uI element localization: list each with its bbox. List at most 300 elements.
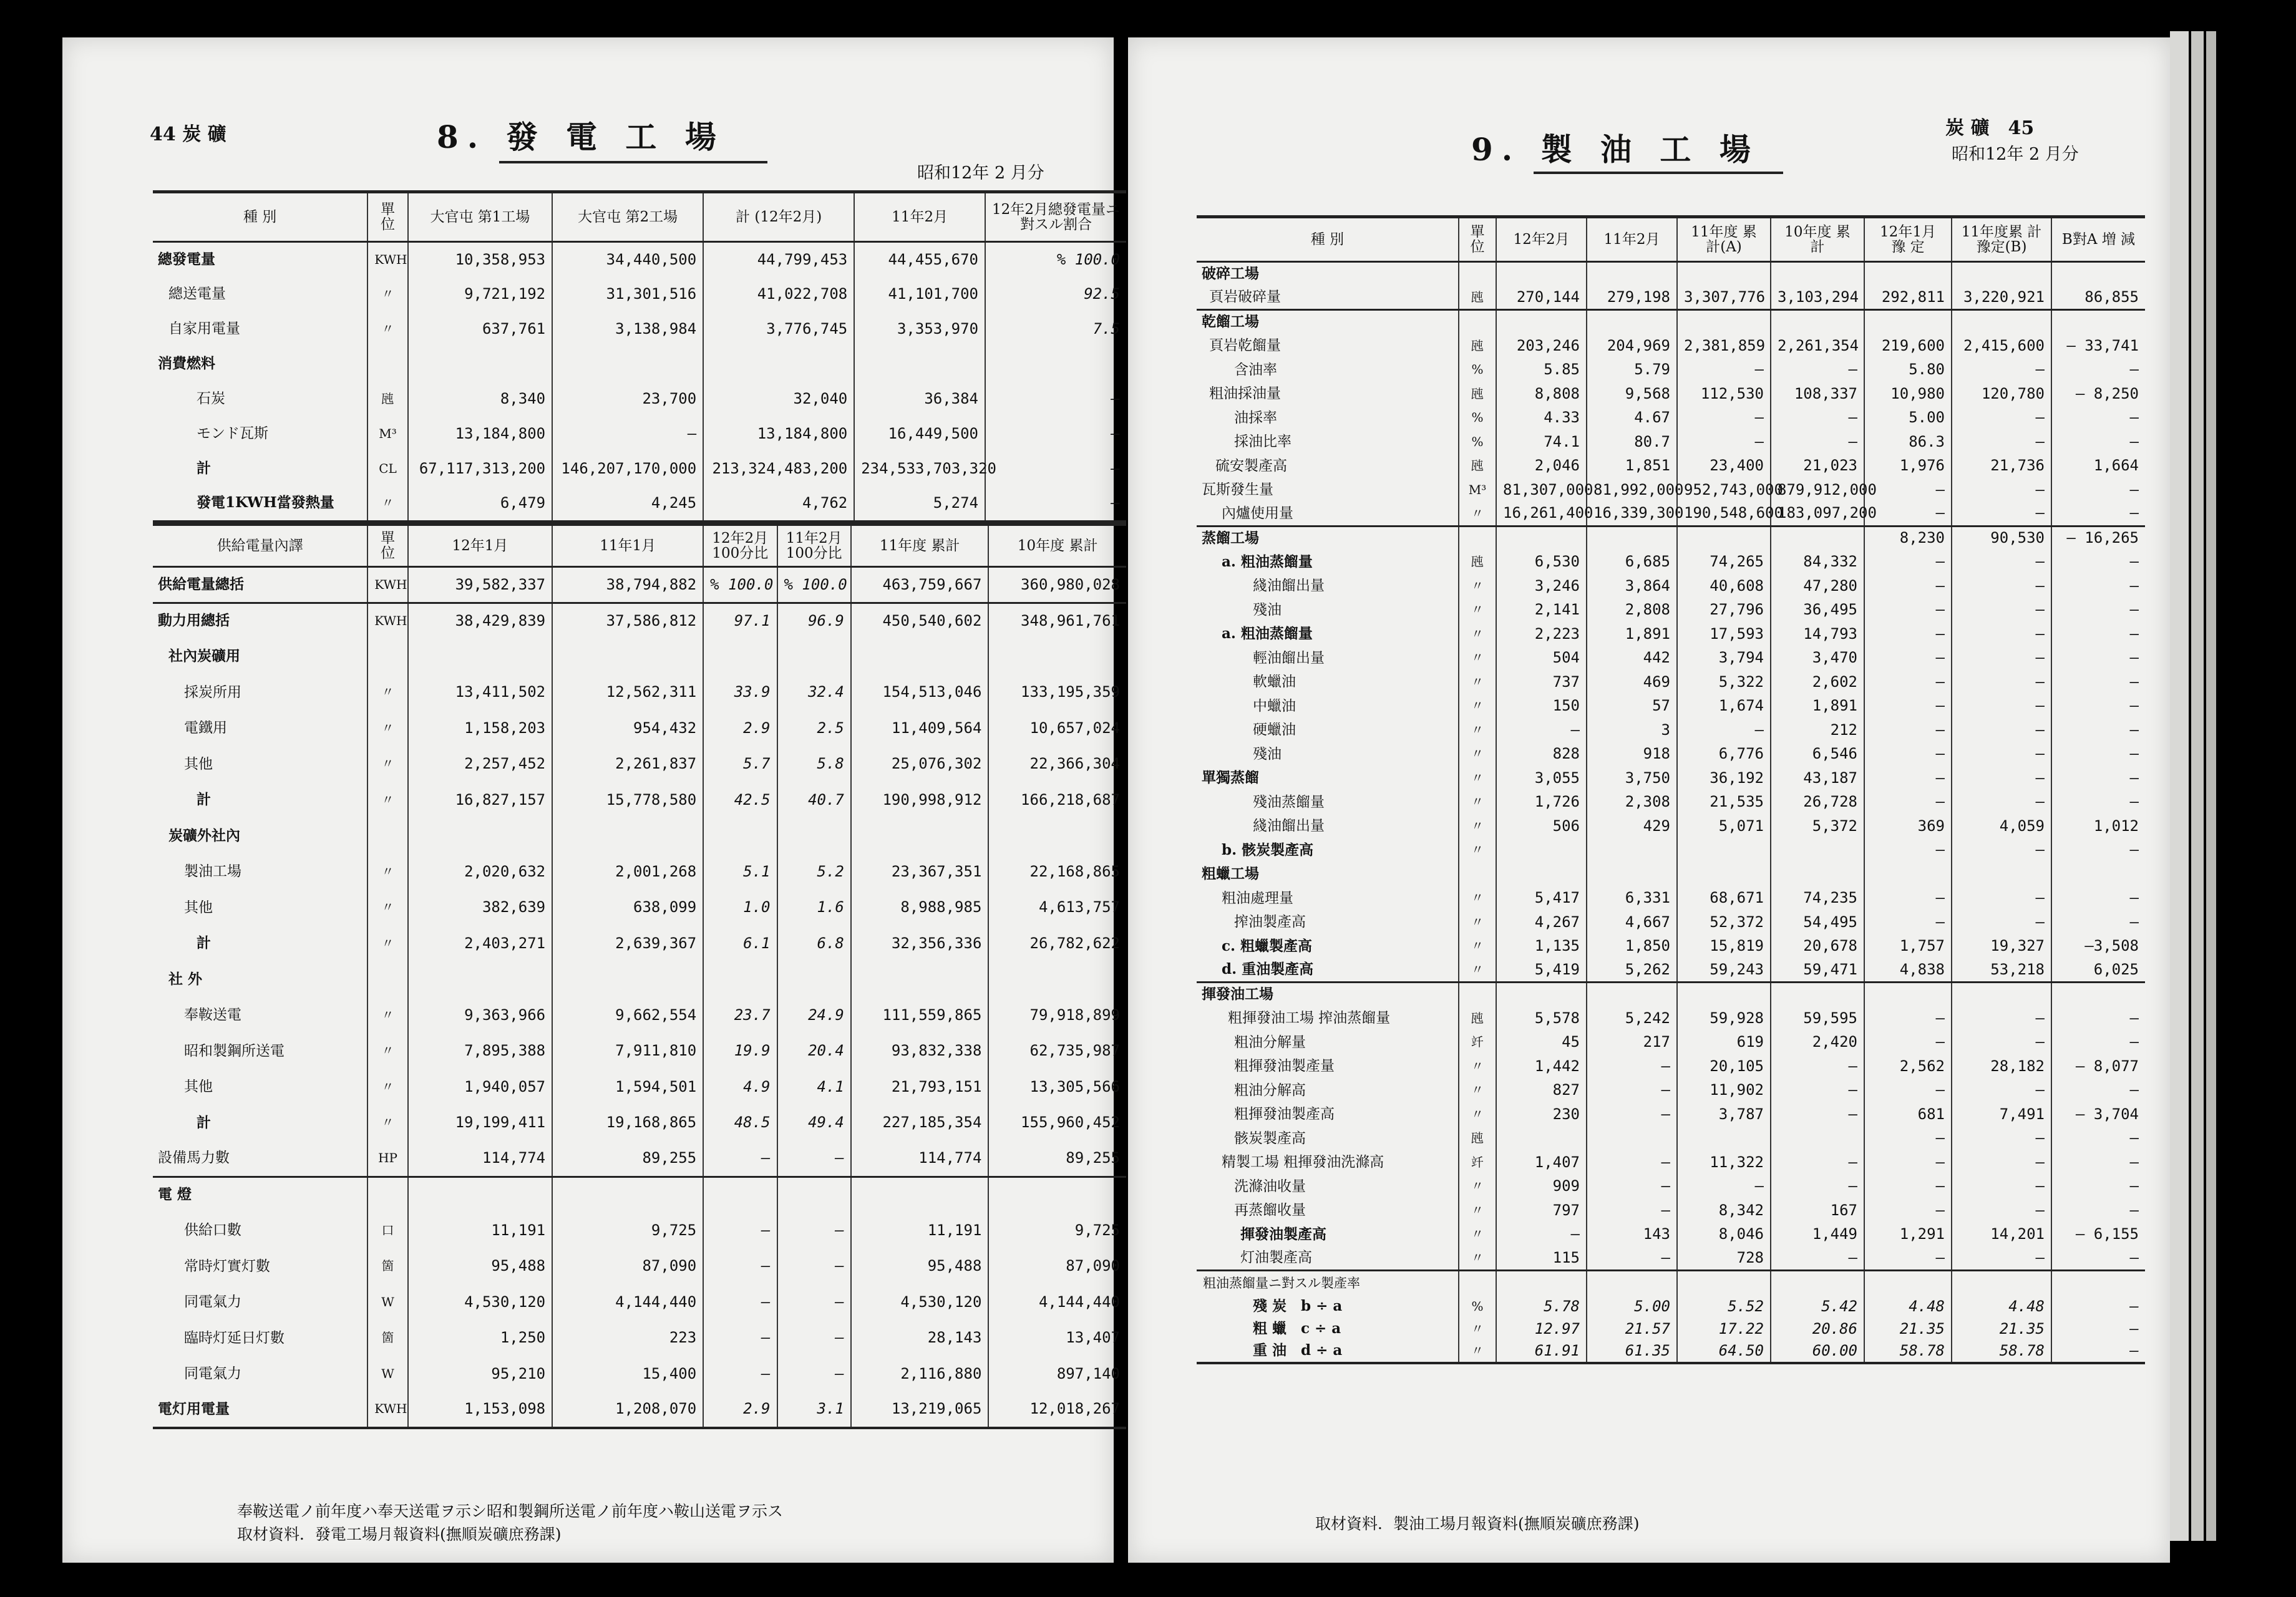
value-cell: 15,778,580 (552, 782, 703, 818)
row-label: 殘油蒸餾量 (1253, 794, 1325, 810)
value-cell: 6,331 (1587, 886, 1677, 911)
value-cell: 3 (1587, 718, 1677, 742)
value-cell (1587, 310, 1677, 334)
unit-cell: 〃 (1459, 670, 1496, 694)
value-cell: — (1771, 1054, 1864, 1079)
table-row (153, 926, 1126, 962)
value-cell: 1,449 (1771, 1223, 1864, 1247)
value-cell: 5.8 (777, 746, 851, 782)
value-cell (2051, 262, 2145, 286)
value-cell: 146,207,170,000 (552, 452, 703, 487)
value-cell (854, 347, 985, 382)
column-header: 12年1月 豫 定 (1864, 217, 1952, 262)
value-cell: — (1952, 502, 2051, 527)
value-cell: 4.67 (1587, 406, 1677, 430)
table-row (153, 1248, 1126, 1284)
value-cell: 2,403,271 (408, 926, 552, 962)
value-cell: — (1952, 646, 2051, 671)
table-row (1197, 478, 2145, 502)
value-cell: — (2051, 622, 2145, 646)
value-cell (408, 639, 552, 675)
row-label: 自家用電量 (168, 321, 240, 337)
value-cell: 86.3 (1864, 430, 1952, 454)
value-cell: 97.1 (703, 603, 777, 639)
value-cell (1677, 862, 1771, 886)
value-cell: 1,674 (1677, 694, 1771, 719)
value-cell (1587, 983, 1677, 1007)
value-cell: 68,671 (1677, 886, 1771, 911)
value-cell: 3,794 (1677, 646, 1771, 671)
value-cell: 360,980,028 (988, 567, 1126, 603)
value-cell: 114,774 (851, 1141, 989, 1177)
unit-cell: 〃 (367, 1105, 408, 1141)
unit-cell (1459, 262, 1496, 286)
value-cell: 5.7 (703, 746, 777, 782)
value-cell: 2,261,837 (552, 746, 703, 782)
table-row (1197, 670, 2145, 694)
value-cell: — (1864, 694, 1952, 719)
unit-cell: 〃 (1459, 910, 1496, 934)
value-cell: 20,678 (1771, 934, 1864, 959)
value-cell: 9,725 (552, 1213, 703, 1249)
value-cell: 2,420 (1771, 1031, 1864, 1055)
value-cell: — (1864, 598, 1952, 623)
value-cell (1864, 862, 1952, 886)
value-cell: 89,255 (988, 1141, 1126, 1177)
row-label: 粗揮發油製產高 (1234, 1106, 1335, 1123)
empty-cell (2051, 1271, 2145, 1296)
table-row (153, 452, 1126, 487)
unit-cell: 竏 (1459, 1150, 1496, 1175)
value-cell: 36,192 (1677, 766, 1771, 790)
value-cell: — (2051, 1031, 2145, 1055)
value-cell: — (1952, 670, 2051, 694)
value-cell: 32,356,336 (851, 926, 989, 962)
row-label: 乾餾工場 (1197, 310, 1459, 334)
value-cell (1771, 862, 1864, 886)
value-cell: 230 (1496, 1102, 1587, 1127)
value-cell: 1,291 (1864, 1223, 1952, 1247)
value-cell: 59,243 (1677, 958, 1771, 983)
page-edge (2191, 31, 2204, 1541)
unit-cell: 口 (367, 1213, 408, 1249)
unit-cell: 〃 (367, 1069, 408, 1105)
value-cell (552, 961, 703, 998)
row-label: 單獨蒸餾 (1202, 769, 1259, 787)
value-cell: 728 (1677, 1246, 1771, 1271)
value-cell: — (1952, 886, 2051, 911)
value-cell: 112,530 (1677, 382, 1771, 406)
unit-cell (367, 347, 408, 382)
value-cell: 3,055 (1496, 766, 1587, 790)
value-cell: — (703, 1248, 777, 1284)
table-row (153, 1141, 1126, 1177)
value-cell: 827 (1496, 1079, 1587, 1103)
value-cell: 3,787 (1677, 1102, 1771, 1127)
value-cell: 10,980 (1864, 382, 1952, 406)
row-label: 臨時灯延日灯數 (184, 1329, 285, 1346)
value-cell (1677, 310, 1771, 334)
value-cell: 38,794,882 (552, 567, 703, 603)
value-cell: — (1771, 406, 1864, 430)
value-cell: 28,143 (851, 1320, 989, 1356)
value-cell: 41,022,708 (703, 277, 854, 312)
value-cell: — (2051, 1341, 2145, 1363)
value-cell: 13,219,065 (851, 1392, 989, 1428)
row-label: 其他 (184, 899, 213, 916)
value-cell: 5,242 (1587, 1006, 1677, 1031)
unit-cell: 〃 (1459, 934, 1496, 959)
table-row (153, 890, 1126, 926)
column-header: 種 別 (1310, 231, 1345, 248)
value-cell: — (2051, 670, 2145, 694)
value-cell: — 8,077 (2051, 1054, 2145, 1079)
unit-cell: % (1459, 430, 1496, 454)
empty-cell (1459, 1271, 1496, 1296)
value-cell: 7,911,810 (552, 1033, 703, 1069)
value-cell: 4,245 (552, 487, 703, 522)
value-cell: — (2051, 838, 2145, 863)
value-cell: — (985, 452, 1126, 487)
table-row (1197, 1031, 2145, 1055)
value-cell: 16,261,400 (1496, 502, 1587, 527)
value-cell (1952, 862, 2051, 886)
row-label: 綫油餾出量 (1253, 818, 1325, 835)
table-row (1197, 958, 2145, 983)
value-cell (1864, 262, 1952, 286)
value-cell: 10,657,024 (988, 711, 1126, 747)
value-cell: 3,750 (1587, 766, 1677, 790)
unit-cell: 〃 (1459, 1079, 1496, 1103)
value-cell: 22,366,304 (988, 746, 1126, 782)
value-cell: 3,776,745 (703, 312, 854, 347)
value-cell: 9,721,192 (408, 277, 552, 312)
value-cell: 39,582,337 (408, 567, 552, 603)
column-header: 11年度 累計(A) (1677, 217, 1771, 262)
value-cell: 619 (1677, 1031, 1771, 1055)
value-cell: 44,455,670 (854, 242, 985, 277)
value-cell: — (1864, 790, 1952, 815)
row-label: 粗油處理量 (1222, 890, 1293, 906)
row-label: 同電氣力 (184, 1294, 241, 1311)
row-label: 硬蠟油 (1253, 722, 1296, 739)
table-row (1197, 1223, 2145, 1247)
unit-cell: 瓲 (1459, 454, 1496, 478)
column-header: 11年度 累計 (851, 525, 989, 567)
value-cell (703, 347, 854, 382)
value-cell: 9,568 (1587, 382, 1677, 406)
unit-cell: 〃 (1459, 694, 1496, 719)
value-cell: 1,726 (1496, 790, 1587, 815)
table-row (1197, 526, 2145, 550)
value-cell: 23.7 (703, 998, 777, 1034)
row-label: 電鐵用 (184, 720, 227, 737)
value-cell: 6,685 (1587, 550, 1677, 575)
unit-cell: 〃 (367, 746, 408, 782)
unit-cell: % (1459, 406, 1496, 430)
row-label: 總發電量 (158, 251, 215, 268)
value-cell: 120,780 (1952, 382, 2051, 406)
value-cell: 1,757 (1864, 934, 1952, 959)
value-cell: 89,255 (552, 1141, 703, 1177)
unit-cell: 〃 (367, 711, 408, 747)
table-row (1197, 574, 2145, 598)
value-cell: 95,488 (408, 1248, 552, 1284)
value-cell: — (1771, 430, 1864, 454)
value-cell (408, 961, 552, 998)
value-cell: 24.9 (777, 998, 851, 1034)
value-cell (703, 961, 777, 998)
value-cell (1677, 983, 1771, 1007)
value-cell: 5,274 (854, 487, 985, 522)
table-row (153, 998, 1126, 1034)
value-cell: — (1587, 1150, 1677, 1175)
table-row (1197, 1150, 2145, 1175)
unit-cell: 〃 (1459, 622, 1496, 646)
unit-cell: 〃 (1459, 886, 1496, 911)
power-generation-table (153, 190, 1126, 523)
column-header: 種 別 (243, 208, 277, 225)
value-cell: 64.50 (1677, 1341, 1771, 1363)
value-cell: — (1952, 1079, 2051, 1103)
value-cell: 1,012 (2051, 814, 2145, 838)
table-row (153, 382, 1126, 417)
value-cell: 2,308 (1587, 790, 1677, 815)
row-label: 殘油 (1253, 745, 1282, 762)
value-cell (408, 347, 552, 382)
row-label: 揮發油製產高 (1240, 1225, 1326, 1243)
value-cell: 1,594,501 (552, 1069, 703, 1105)
value-cell: — (552, 417, 703, 452)
row-label: 破碎工場 (1202, 265, 1259, 283)
value-cell: 4.48 (1864, 1296, 1952, 1318)
value-cell: 1,851 (1587, 454, 1677, 478)
value-cell: 58.78 (1864, 1341, 1952, 1363)
page-edge (2206, 31, 2216, 1541)
row-label: 製油工場 (184, 863, 241, 880)
value-cell: 1,891 (1771, 694, 1864, 719)
value-cell: 36,384 (854, 382, 985, 417)
value-cell: 737 (1496, 670, 1587, 694)
right-page (1128, 37, 2170, 1563)
unit-cell: 箇 (367, 1320, 408, 1356)
value-cell: 154,513,046 (851, 674, 989, 711)
value-cell: — (777, 1356, 851, 1392)
title-underline (1534, 172, 1783, 174)
value-cell: 2,562 (1864, 1054, 1952, 1079)
unit-cell: M³ (367, 417, 408, 452)
value-cell: — (2051, 1318, 2145, 1341)
value-cell: 14,793 (1771, 622, 1864, 646)
value-cell: 1,664 (2051, 454, 2145, 478)
value-cell: 6,776 (1677, 742, 1771, 767)
value-cell (408, 1177, 552, 1213)
column-header: 單位 (367, 192, 408, 242)
unit-cell (1459, 983, 1496, 1007)
value-cell: — (1864, 478, 1952, 502)
row-label: 電 燈 (153, 1177, 367, 1213)
value-cell: 41,101,700 (854, 277, 985, 312)
value-cell: 59,928 (1677, 1006, 1771, 1031)
column-header: 單位 (367, 525, 408, 567)
unit-cell: 〃 (1459, 958, 1496, 983)
value-cell: % 100.0 (777, 567, 851, 603)
value-cell: 19,168,865 (552, 1105, 703, 1141)
unit-cell: 竏 (1459, 1031, 1496, 1055)
value-cell: — (1864, 1006, 1952, 1031)
value-cell (1677, 838, 1771, 863)
value-cell (1587, 862, 1677, 886)
value-cell: 13,305,566 (988, 1069, 1126, 1105)
unit-cell (367, 818, 408, 854)
value-cell: — (1952, 1127, 2051, 1151)
value-cell (1952, 983, 2051, 1007)
value-cell: 2,639,367 (552, 926, 703, 962)
value-cell: 21.35 (1864, 1318, 1952, 1341)
value-cell: 12,018,267 (988, 1392, 1126, 1428)
table-row (1197, 886, 2145, 911)
value-cell: 270,144 (1496, 286, 1587, 310)
value-cell: 5.00 (1587, 1296, 1677, 1318)
value-cell: 217 (1587, 1031, 1677, 1055)
value-cell (552, 1177, 703, 1213)
table-row (1197, 646, 2145, 671)
value-cell: 28,182 (1952, 1054, 2051, 1079)
row-label: 其他 (184, 755, 213, 772)
value-cell: — (1952, 1031, 2051, 1055)
value-cell: 4,667 (1587, 910, 1677, 934)
value-cell: 31,301,516 (552, 277, 703, 312)
row-label: 設備馬力數 (158, 1150, 230, 1167)
value-cell: — (1952, 790, 2051, 815)
row-label: 軟蠟油 (1253, 674, 1296, 691)
table-row (1197, 430, 2145, 454)
table-row (153, 818, 1126, 854)
row-label: 蒸餾工場 (1197, 526, 1459, 550)
unit-cell: 〃 (367, 487, 408, 522)
unit-cell: 瓲 (1459, 1006, 1496, 1031)
table-row (1197, 1102, 2145, 1127)
value-cell: 21.57 (1587, 1318, 1677, 1341)
value-cell: 11,322 (1677, 1150, 1771, 1175)
report-date: 昭和12年 2 月分 (917, 163, 1044, 183)
row-label: 精製工場 粗揮發油洗滌高 (1222, 1154, 1384, 1171)
value-cell: 11,409,564 (851, 711, 989, 747)
table-row (153, 487, 1126, 522)
value-cell: 22,168,865 (988, 854, 1126, 890)
value-cell (1771, 1127, 1864, 1151)
value-cell: — (2051, 646, 2145, 671)
value-cell (408, 818, 552, 854)
row-label: c. 粗蠟製產高 (1222, 937, 1313, 954)
table-row (153, 347, 1126, 382)
value-cell (988, 818, 1126, 854)
table-row (1197, 910, 2145, 934)
unit-cell: 〃 (367, 674, 408, 711)
value-cell: — (1952, 1198, 2051, 1223)
value-cell: — (1952, 1246, 2051, 1271)
value-cell: 84,332 (1771, 550, 1864, 575)
table-row (1197, 742, 2145, 767)
empty-cell (1496, 1271, 1587, 1296)
value-cell: — (1677, 718, 1771, 742)
unit-cell (367, 639, 408, 675)
value-cell: 59,471 (1771, 958, 1864, 983)
unit-cell: KWH (367, 242, 408, 277)
value-cell: 74,235 (1771, 886, 1864, 911)
value-cell: — (985, 487, 1126, 522)
value-cell (1587, 262, 1677, 286)
unit-cell (1459, 310, 1496, 334)
value-cell: — (1587, 1246, 1677, 1271)
value-cell: 1,891 (1587, 622, 1677, 646)
value-cell: 7.5 (985, 312, 1126, 347)
unit-cell: 瓲 (1459, 286, 1496, 310)
value-cell: — (1952, 694, 2051, 719)
value-cell: 17.22 (1677, 1318, 1771, 1341)
unit-cell: KWH (367, 603, 408, 639)
table-row (1197, 1246, 2145, 1271)
value-cell: 637,761 (408, 312, 552, 347)
value-cell: 4,267 (1496, 910, 1587, 934)
value-cell: 382,639 (408, 890, 552, 926)
value-cell: 21,793,151 (851, 1069, 989, 1105)
table-row (153, 854, 1126, 890)
value-cell: 32,040 (703, 382, 854, 417)
value-cell: 36,495 (1771, 598, 1864, 623)
value-cell: — (1864, 1246, 1952, 1271)
value-cell (1496, 983, 1587, 1007)
page-label: 炭 礦 45 (1945, 117, 2035, 139)
value-cell: 2,046 (1496, 454, 1587, 478)
table-row (1197, 718, 2145, 742)
value-cell: 1.6 (777, 890, 851, 926)
value-cell: — (1587, 1102, 1677, 1127)
value-cell: 15,400 (552, 1356, 703, 1392)
value-cell: 58.78 (1952, 1341, 2051, 1363)
value-cell: — (1952, 574, 2051, 598)
value-cell: — (2051, 790, 2145, 815)
row-label: 骸炭製產高 (1234, 1130, 1306, 1147)
row-label: 輕油餾出量 (1253, 649, 1325, 666)
value-cell: 4.1 (777, 1069, 851, 1105)
value-cell: 20,105 (1677, 1054, 1771, 1079)
unit-cell: 〃 (1459, 1175, 1496, 1199)
row-label: 頁岩乾餾量 (1209, 337, 1281, 354)
table-row (1197, 454, 2145, 478)
value-cell (777, 818, 851, 854)
value-cell: — (1952, 598, 2051, 623)
value-cell: 3.1 (777, 1392, 851, 1428)
unit-cell: 〃 (1459, 1102, 1496, 1127)
value-cell: — (1864, 1175, 1952, 1199)
value-cell (2051, 983, 2145, 1007)
value-cell: 4.48 (1952, 1296, 2051, 1318)
value-cell: — (1864, 766, 1952, 790)
value-cell: — (1864, 670, 1952, 694)
value-cell: 47,280 (1771, 574, 1864, 598)
row-label: 揮發油工場 (1197, 983, 1459, 1007)
value-cell (1771, 838, 1864, 863)
table-row (153, 1177, 1126, 1213)
value-cell: 80.7 (1587, 430, 1677, 454)
value-cell: 1,407 (1496, 1150, 1587, 1175)
unit-cell: 〃 (367, 782, 408, 818)
value-cell: 52,372 (1677, 910, 1771, 934)
value-cell: 111,559,865 (851, 998, 989, 1034)
value-cell: — (1864, 1031, 1952, 1055)
value-cell (1587, 1127, 1677, 1151)
